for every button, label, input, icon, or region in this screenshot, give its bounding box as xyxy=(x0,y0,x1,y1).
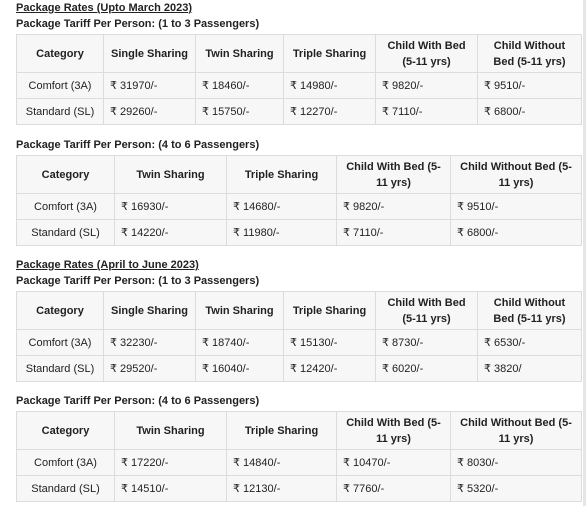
cell-price: ₹ 7110/- xyxy=(337,220,451,246)
section-title: Package Rates (Upto March 2023) xyxy=(16,2,193,14)
table-row xyxy=(17,99,582,125)
table-heading: Package Tariff Per Person: (4 to 6 Passengers) xyxy=(16,139,260,151)
cell-category: Standard (SL) xyxy=(17,356,104,382)
header-child-without-bed: Child Without Bed (5-11 yrs) xyxy=(478,35,582,73)
cell-price: ₹ 9510/- xyxy=(451,194,582,220)
cell-category: Comfort (3A) xyxy=(17,194,115,220)
table-heading: Package Tariff Per Person: (4 to 6 Passengers) xyxy=(16,395,260,407)
cell-price: ₹ 29520/- xyxy=(104,356,196,382)
cell-price: ₹ 18740/- xyxy=(196,330,284,356)
cell-price: ₹ 6530/- xyxy=(478,330,582,356)
tariff-table-1-3-passengers xyxy=(16,291,582,382)
cell-category: Comfort (3A) xyxy=(17,73,104,99)
cell-price: ₹ 5320/- xyxy=(451,476,582,502)
header-twin-sharing: Twin Sharing xyxy=(196,292,284,330)
cell-price: ₹ 9510/- xyxy=(478,73,582,99)
table-heading: Package Tariff Per Person: (1 to 3 Passengers) xyxy=(16,18,260,30)
header-single-sharing: Single Sharing xyxy=(104,292,196,330)
cell-price: ₹ 14980/- xyxy=(284,73,376,99)
cell-price: ₹ 18460/- xyxy=(196,73,284,99)
header-twin-sharing: Twin Sharing xyxy=(115,156,227,194)
header-child-with-bed: Child With Bed (5-11 yrs) xyxy=(376,35,478,73)
cell-price: ₹ 15750/- xyxy=(196,99,284,125)
header-child-without-bed: Child Without Bed (5-11 yrs) xyxy=(451,412,582,450)
cell-price: ₹ 15130/- xyxy=(284,330,376,356)
cell-price: ₹ 14510/- xyxy=(115,476,227,502)
header-child-without-bed: Child Without Bed (5-11 yrs) xyxy=(478,292,582,330)
cell-price: ₹ 10470/- xyxy=(337,450,451,476)
header-category: Category xyxy=(17,292,104,330)
cell-price: ₹ 14840/- xyxy=(227,450,337,476)
table-row xyxy=(17,194,582,220)
tariff-table-4-6-passengers xyxy=(16,411,582,502)
cell-price: ₹ 12130/- xyxy=(227,476,337,502)
cell-price: ₹ 8730/- xyxy=(376,330,478,356)
header-child-with-bed: Child With Bed (5-11 yrs) xyxy=(337,412,451,450)
cell-price: ₹ 16040/- xyxy=(196,356,284,382)
table-header-row xyxy=(17,156,582,194)
cell-price: ₹ 8030/- xyxy=(451,450,582,476)
cell-price: ₹ 6800/- xyxy=(451,220,582,246)
header-child-without-bed: Child Without Bed (5-11 yrs) xyxy=(451,156,582,194)
cell-category: Standard (SL) xyxy=(17,99,104,125)
cell-price: ₹ 3820/ xyxy=(478,356,582,382)
cell-category: Comfort (3A) xyxy=(17,330,104,356)
table-header-row xyxy=(17,292,582,330)
table-row xyxy=(17,450,582,476)
cell-price: ₹ 12420/- xyxy=(284,356,376,382)
cell-price: ₹ 9820/- xyxy=(376,73,478,99)
cell-price: ₹ 16930/- xyxy=(115,194,227,220)
cell-category: Comfort (3A) xyxy=(17,450,115,476)
table-header-row xyxy=(17,35,582,73)
table-row xyxy=(17,220,582,246)
cell-price: ₹ 7760/- xyxy=(337,476,451,502)
cell-price: ₹ 17220/- xyxy=(115,450,227,476)
header-category: Category xyxy=(17,412,115,450)
cell-price: ₹ 7110/- xyxy=(376,99,478,125)
header-child-with-bed: Child With Bed (5-11 yrs) xyxy=(376,292,478,330)
header-child-with-bed: Child With Bed (5-11 yrs) xyxy=(337,156,451,194)
cell-price: ₹ 31970/- xyxy=(104,73,196,99)
section-title: Package Rates (April to June 2023) xyxy=(16,259,199,271)
header-triple-sharing: Triple Sharing xyxy=(227,412,337,450)
header-single-sharing: Single Sharing xyxy=(104,35,196,73)
header-category: Category xyxy=(17,156,115,194)
cell-price: ₹ 9820/- xyxy=(337,194,451,220)
table-row xyxy=(17,330,582,356)
cell-category: Standard (SL) xyxy=(17,476,115,502)
header-twin-sharing: Twin Sharing xyxy=(115,412,227,450)
tariff-table-4-6-passengers xyxy=(16,155,582,246)
cell-price: ₹ 14220/- xyxy=(115,220,227,246)
table-row xyxy=(17,476,582,502)
cell-price: ₹ 29260/- xyxy=(104,99,196,125)
table-row xyxy=(17,356,582,382)
header-triple-sharing: Triple Sharing xyxy=(227,156,337,194)
cell-price: ₹ 32230/- xyxy=(104,330,196,356)
table-header-row xyxy=(17,412,582,450)
cell-price: ₹ 6800/- xyxy=(478,99,582,125)
table-row xyxy=(17,73,582,99)
header-category: Category xyxy=(17,35,104,73)
cell-category: Standard (SL) xyxy=(17,220,115,246)
table-heading: Package Tariff Per Person: (1 to 3 Passengers) xyxy=(16,275,260,287)
header-twin-sharing: Twin Sharing xyxy=(196,35,284,73)
cell-price: ₹ 14680/- xyxy=(227,194,337,220)
cell-price: ₹ 6020/- xyxy=(376,356,478,382)
header-triple-sharing: Triple Sharing xyxy=(284,292,376,330)
cell-price: ₹ 12270/- xyxy=(284,99,376,125)
tariff-table-1-3-passengers xyxy=(16,34,582,125)
cell-price: ₹ 11980/- xyxy=(227,220,337,246)
header-triple-sharing: Triple Sharing xyxy=(284,35,376,73)
